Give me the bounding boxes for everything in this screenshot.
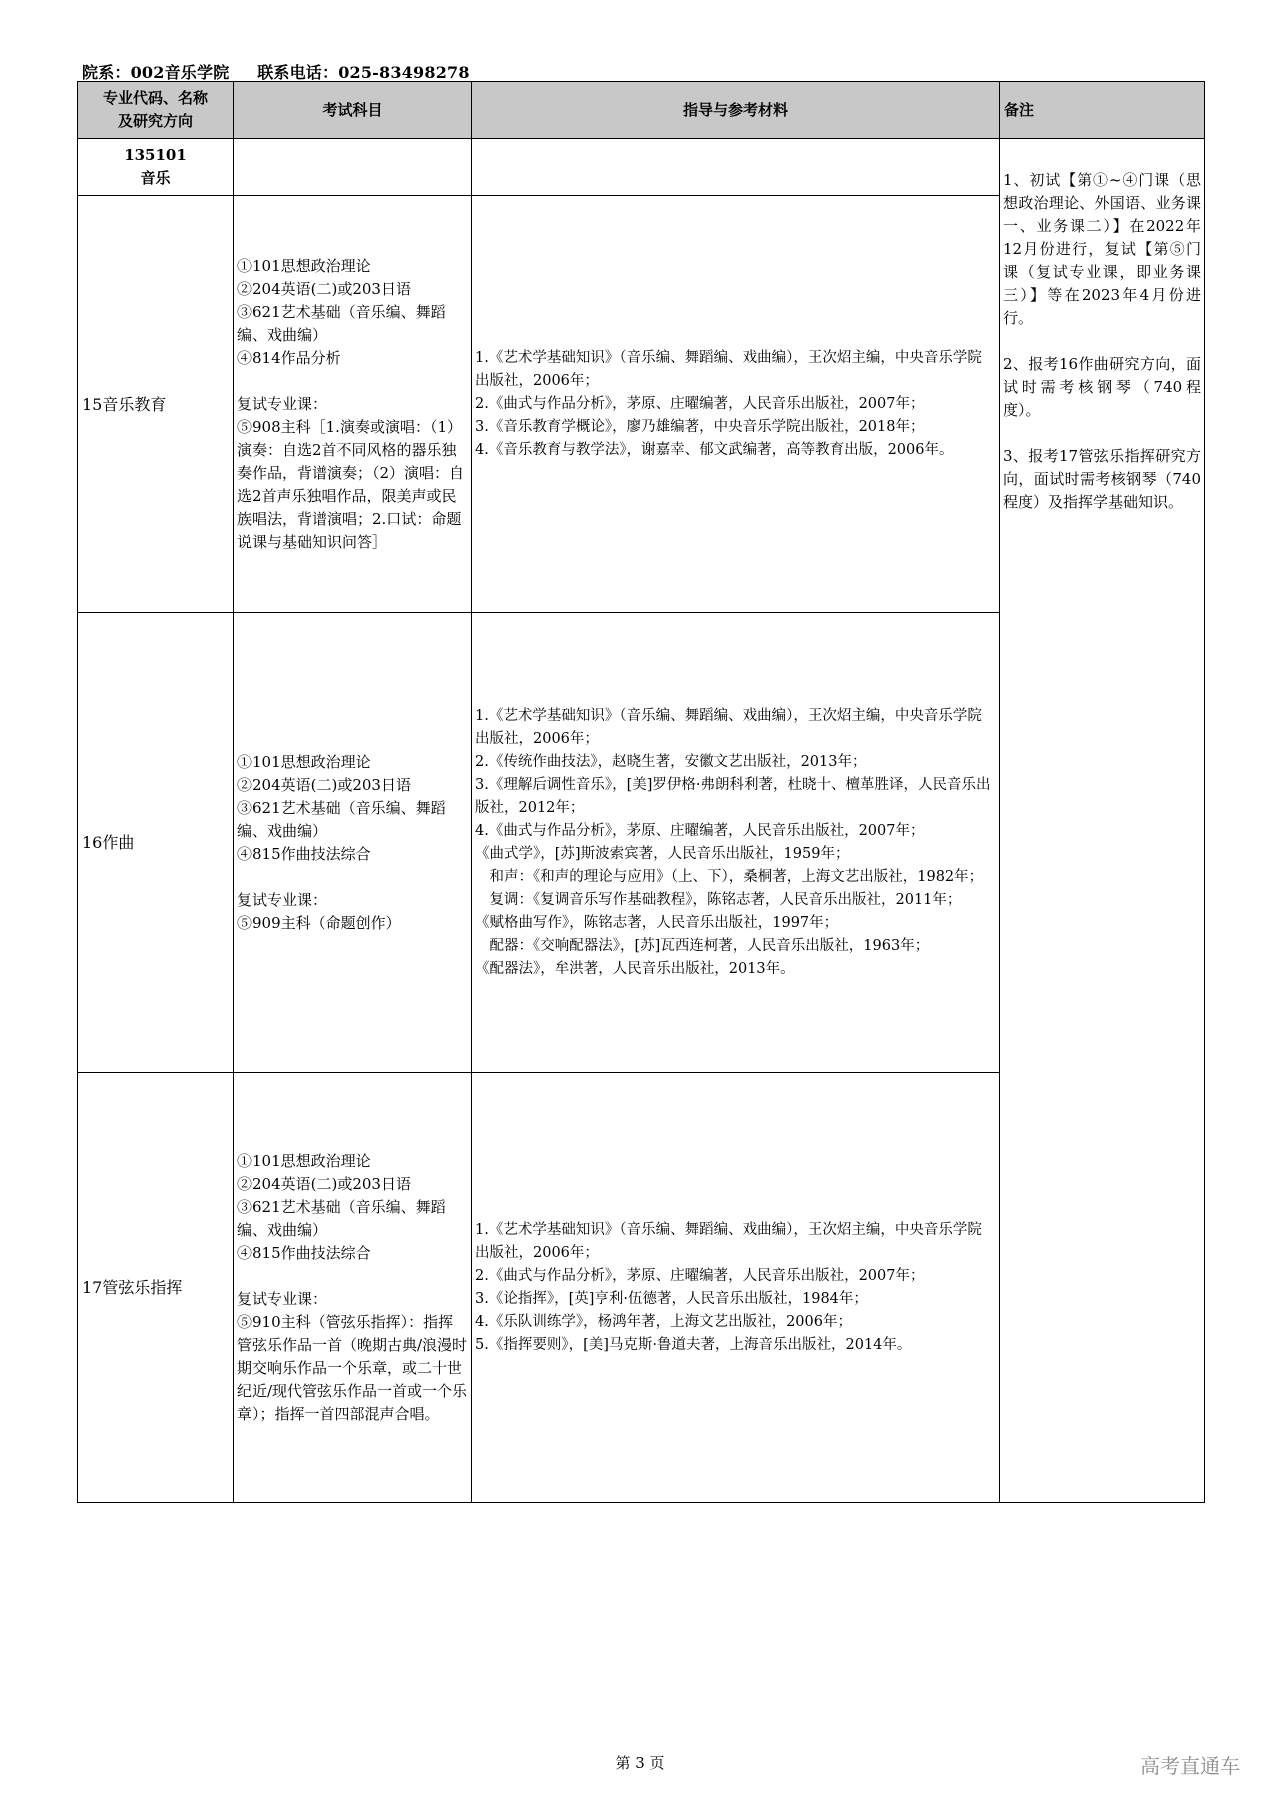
department-label: 院系：002音乐学院 [82, 63, 230, 82]
table-header-row [78, 82, 1205, 139]
subjects-text: ①101思想政治理论 ②204英语(二)或203日语 ③621艺术基础（音乐编、舞蹈编、戏曲编） ④815作曲技法综合 复试专业课： ⑤910主科（管弦乐指挥）：指挥管弦乐作品一首（晚期古典/浪漫时期交响乐作品一个乐章，或二十世纪近/现代管弦乐作品一首或一个乐章）；指挥一首四部混声合唱。 [237, 1151, 468, 1423]
column-header-subjects: 考试科目 [234, 82, 472, 139]
direction-cell: 16作曲 [78, 613, 234, 1073]
direction-cell: 17管弦乐指挥 [78, 1073, 234, 1503]
major-code: 135101 [124, 146, 187, 164]
references-cell [472, 613, 1000, 1073]
exam-table [77, 81, 1205, 1503]
subjects-cell [234, 613, 472, 1073]
empty-cell [234, 139, 472, 196]
phone-label: 联系电话：025-83498278 [257, 63, 470, 82]
subjects-text: ①101思想政治理论 ②204英语(二)或203日语 ③621艺术基础（音乐编、舞蹈编、戏曲编） ④814作品分析 复试专业课： ⑤908主科［1.演奏或演唱：（1）演奏：自选2首不同风格的器乐独奏作品，背谱演奏；（2）演唱：自选2首声乐独唱作品，限美声或民族唱法，背谱演唱；2.口试：命题说课与基础知识问答］ [237, 256, 465, 551]
subjects-cell [234, 1073, 472, 1503]
notes-text: 1、初试【第①~④门课（思想政治理论、外国语、业务课一、业务课二）】在2022年12月份进行，复试【第⑤门课（复试专业课，即业务课三）】等在2023年4月份进行。 2、报考16作曲研究方向，面试时需考核钢琴（740程度）。 3、报考17管弦乐指挥研究方向，面试时需考核钢琴（740程度）及指挥学基础知识。 [1003, 171, 1201, 511]
direction-cell: 15音乐教育 [78, 196, 234, 613]
column-header-major: 专业代码、名称 及研究方向 [78, 82, 234, 139]
column-header-notes: 备注 [1000, 82, 1205, 139]
references-text: 1.《艺术学基础知识》（音乐编、舞蹈编、戏曲编），王次炤主编，中央音乐学院出版社，2006年； 2.《曲式与作品分析》，茅原、庄曜编著，人民音乐出版社，2007年； 3.《论指挥》，[英]亨利·伍德著，人民音乐出版社，1984年； 4.《乐队训练学》，杨鸿年著，上海文艺出版社，2006年； 5.《指挥要则》，[美]马克斯·鲁道夫著，上海音乐出版社，2014年。 [475, 1221, 982, 1353]
subjects-cell [234, 196, 472, 613]
page-number: 第 3 页 [615, 1754, 665, 1772]
major-row [78, 139, 1205, 196]
subjects-text: ①101思想政治理论 ②204英语(二)或203日语 ③621艺术基础（音乐编、舞蹈编、戏曲编） ④815作曲技法综合 复试专业课： ⑤909主科（命题创作） [237, 752, 446, 932]
references-cell [472, 1073, 1000, 1503]
column-header-references: 指导与参考材料 [472, 82, 1000, 139]
major-name: 音乐 [140, 169, 171, 187]
empty-cell [472, 139, 1000, 196]
document-header [82, 60, 492, 83]
notes-cell [1000, 139, 1205, 1503]
watermark-text: 高考直通车 [1140, 1754, 1240, 1778]
references-cell [472, 196, 1000, 613]
references-text: 1.《艺术学基础知识》（音乐编、舞蹈编、戏曲编），王次炤主编，中央音乐学院出版社，2006年； 2.《曲式与作品分析》，茅原、庄曜编著，人民音乐出版社，2007年； 3.《音乐教育学概论》，廖乃雄编著，中央音乐学院出版社，2018年； 4.《音乐教育与教学法》，谢嘉幸、郁文武编著，高等教育出版，2006年。 [475, 349, 982, 458]
references-text: 1.《艺术学基础知识》（音乐编、舞蹈编、戏曲编），王次炤主编，中央音乐学院出版社，2006年； 2.《传统作曲技法》，赵晓生著，安徽文艺出版社，2013年； 3.《理解后调性音乐》，[美]罗伊格·弗朗科利著，杜晓十、檀革胜译，人民音乐出版社，2012年； 4.《曲式与作品分析》，茅原、庄曜编著，人民音乐出版社，2007年； 《曲式学》，[苏]斯波索宾著，人民音乐出版社，1959年； 和声：《和声的理论与应用》（上、下），桑桐著，上海文艺出版社，1982年； 复调：《复调音乐写作基础教程》，陈铭志著，人民音乐出版社，2011年； 《赋格曲写作》，陈铭志著，人民音乐出版社，1997年； 配器：《交响配器法》，[苏]瓦西连柯著，人民音乐出版社，1963年； 《配器法》，牟洪著，人民音乐出版社，2013年。 [475, 707, 991, 977]
major-cell [78, 139, 234, 196]
